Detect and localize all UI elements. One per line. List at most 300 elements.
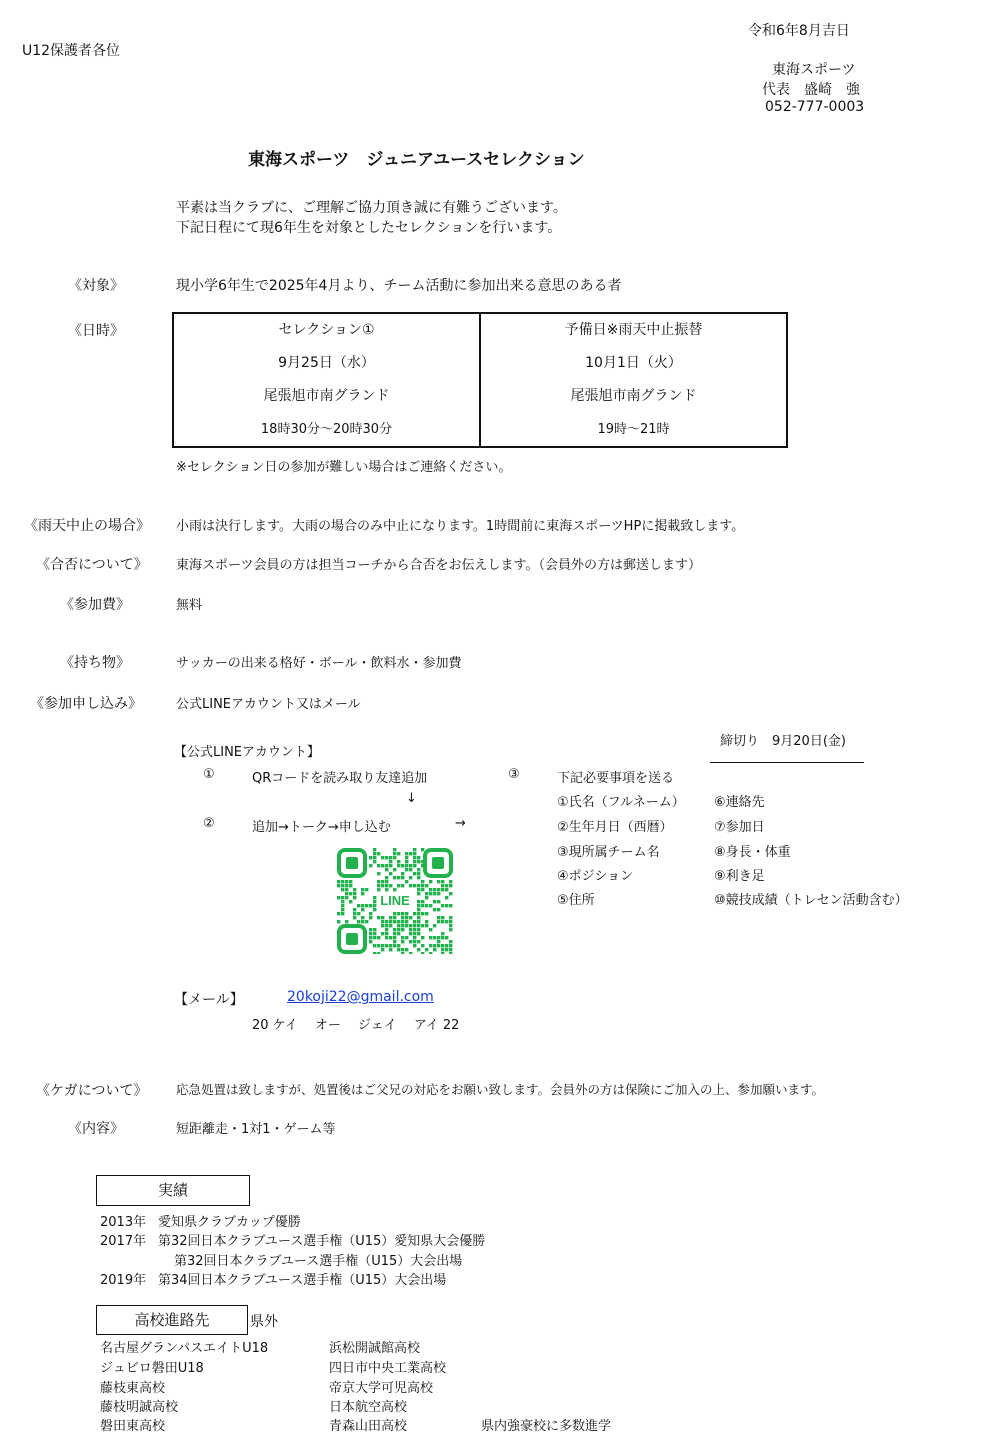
qr-module [433, 900, 436, 903]
qr-module [341, 888, 344, 891]
qr-module [409, 932, 412, 935]
qr-module [381, 932, 384, 935]
qr-module [413, 936, 416, 939]
qr-module [441, 916, 444, 919]
representative: 代表 盛崎 強 [762, 82, 860, 98]
qr-module [417, 860, 420, 863]
qr-module [433, 908, 436, 911]
qr-module [429, 944, 432, 947]
school-item: 名古屋グランパスエイトU18 [100, 1341, 269, 1356]
qr-module [417, 916, 420, 919]
qr-module [417, 948, 420, 951]
qr-module [349, 884, 352, 887]
qr-module [357, 920, 360, 923]
qr-module [377, 916, 380, 919]
qr-module [449, 952, 452, 954]
achievement-text: 愛知県クラブカップ優勝 [158, 1215, 301, 1230]
qr-module [449, 928, 452, 931]
qr-module [441, 904, 444, 907]
org-name: 東海スポーツ [772, 62, 856, 78]
qr-module [377, 884, 380, 887]
qr-module [377, 888, 380, 891]
qr-module [373, 952, 376, 954]
qr-module [449, 880, 452, 883]
qr-module [349, 892, 352, 895]
qr-module [345, 920, 348, 923]
qr-module [429, 880, 432, 883]
qr-module [421, 924, 424, 927]
qr-module [389, 948, 392, 951]
qr-module [353, 908, 356, 911]
qr-module [413, 852, 416, 855]
qr-module [405, 936, 408, 939]
qr-module [417, 928, 420, 931]
qr-module [365, 920, 368, 923]
qr-module [353, 916, 356, 919]
qr-module [353, 892, 356, 895]
required-item: ⑩競技成績（トレセン活動含む） [714, 893, 908, 908]
qr-module [393, 856, 396, 859]
qr-module [449, 884, 452, 887]
qr-module [421, 884, 424, 887]
issue-date: 令和6年8月吉日 [748, 23, 850, 39]
qr-module [397, 932, 400, 935]
qr-module [397, 928, 400, 931]
achievement-year: 2019年 [100, 1273, 147, 1288]
qr-module [421, 904, 424, 907]
schedule-date: 9月25日（水） [278, 355, 375, 371]
qr-module [361, 908, 364, 911]
school-item: 四日市中央工業高校 [329, 1361, 447, 1376]
intro-line-1: 平素は当クラブに、ご理解ご協力頂き誠に有難うございます。 [176, 200, 567, 216]
step-1-text: QRコードを読み取り友達追加 [252, 771, 428, 786]
schedule-date: 10月1日（火） [585, 355, 682, 371]
qr-module [361, 904, 364, 907]
qr-module [445, 920, 448, 923]
belongings-label: 《持ち物》 [60, 655, 130, 671]
qr-module [401, 920, 404, 923]
qr-module [433, 948, 436, 951]
qr-module [449, 948, 452, 951]
qr-module [425, 912, 428, 915]
qr-module [421, 912, 424, 915]
qr-module [409, 884, 412, 887]
qr-module [405, 856, 408, 859]
qr-module [341, 900, 344, 903]
schedule-name: 予備日※雨天中止振替 [564, 322, 703, 338]
injury-text: 応急処置は致しますが、処置後はご父兄の対応をお願い致します。会員外の方は保険にご加入の上、参加願います。 [176, 1082, 825, 1097]
qr-module [393, 916, 396, 919]
qr-module [377, 852, 380, 855]
qr-module [413, 856, 416, 859]
qr-module [433, 924, 436, 927]
qr-module [389, 920, 392, 923]
qr-module [393, 940, 396, 943]
qr-module [409, 868, 412, 871]
school-item: 磐田東高校 [100, 1419, 166, 1434]
mail-address-link[interactable]: 20koji22@gmail.com [287, 989, 434, 1005]
qr-module [417, 872, 420, 875]
qr-module [361, 888, 364, 891]
qr-module [437, 944, 440, 947]
required-item: ④ポジション [557, 869, 634, 884]
qr-module [385, 932, 388, 935]
qr-module [437, 936, 440, 939]
qr-module [393, 912, 396, 915]
required-item: ②生年月日（西暦） [557, 820, 673, 835]
qr-module [425, 884, 428, 887]
qr-module [441, 948, 444, 951]
qr-module [401, 864, 404, 867]
qr-module [413, 912, 416, 915]
mail-heading: 【メール】 [174, 992, 244, 1008]
qr-module [409, 916, 412, 919]
line-heading: 【公式LINEアカウント】 [174, 745, 320, 760]
qr-module [385, 928, 388, 931]
achievement-text: 第32回日本クラブユース選手権（U15）愛知県大会優勝 [158, 1234, 486, 1249]
finder-pattern [425, 850, 451, 876]
qr-module [369, 936, 372, 939]
qr-module [373, 908, 376, 911]
qr-module [401, 928, 404, 931]
qr-module [421, 944, 424, 947]
qr-module [417, 900, 420, 903]
qr-module [449, 920, 452, 923]
qr-module [389, 916, 392, 919]
qr-module [385, 936, 388, 939]
qr-module [397, 924, 400, 927]
required-item: ①氏名（フルネーム） [557, 795, 685, 810]
qr-module [385, 884, 388, 887]
belongings-text: サッカーの出来る格好・ボール・飲料水・参加費 [176, 656, 462, 671]
qr-module [381, 884, 384, 887]
qr-module [429, 928, 432, 931]
schools-suffix: 県外 [250, 1314, 278, 1330]
mail-reading: 20 ケイ オー ジェイ アイ 22 [252, 1018, 460, 1033]
achievement-text: 第32回日本クラブユース選手権（U15）大会出場 [174, 1254, 463, 1269]
qr-module [373, 848, 376, 851]
qr-module [441, 944, 444, 947]
qr-module [361, 916, 364, 919]
qr-module [397, 912, 400, 915]
qr-module [409, 952, 412, 954]
qr-module [405, 860, 408, 863]
qr-module [353, 896, 356, 899]
qr-module [349, 900, 352, 903]
step-2-text: 追加→トーク→申し込む [252, 820, 391, 835]
schools-note: 県内強豪校に多数進学 [481, 1419, 612, 1434]
qr-module [449, 916, 452, 919]
qr-module [397, 864, 400, 867]
qr-module [417, 924, 420, 927]
qr-module [341, 904, 344, 907]
qr-module [353, 912, 356, 915]
qr-module [413, 872, 416, 875]
qr-module [425, 948, 428, 951]
achievement-text: 第34回日本クラブユース選手権（U15）大会出場 [158, 1273, 447, 1288]
qr-module [429, 892, 432, 895]
qr-module [397, 860, 400, 863]
qr-module [345, 896, 348, 899]
qr-module [393, 928, 396, 931]
qr-module [345, 884, 348, 887]
qr-module [441, 884, 444, 887]
qr-module [409, 852, 412, 855]
qr-module [369, 912, 372, 915]
qr-module [437, 880, 440, 883]
qr-module [409, 876, 412, 879]
qr-module [449, 944, 452, 947]
content-label: 《内容》 [68, 1121, 124, 1137]
qr-module [441, 888, 444, 891]
required-item: ⑥連絡先 [714, 795, 765, 810]
qr-module [397, 884, 400, 887]
qr-module [385, 876, 388, 879]
required-item: ⑤住所 [557, 893, 595, 908]
qr-module [393, 920, 396, 923]
qr-module [445, 936, 448, 939]
qr-module [421, 888, 424, 891]
line-qr-code[interactable] [337, 848, 453, 954]
qr-module [421, 900, 424, 903]
qr-module [441, 920, 444, 923]
qr-module [421, 880, 424, 883]
finder-pattern [339, 850, 365, 876]
qr-module [389, 864, 392, 867]
school-item: 日本航空高校 [329, 1400, 408, 1415]
qr-module [429, 952, 432, 954]
qr-module [425, 920, 428, 923]
qr-module [413, 920, 416, 923]
qr-module [409, 940, 412, 943]
qr-module [337, 912, 340, 915]
schedule-place: 尾張旭市南グランド [263, 388, 390, 404]
qr-module [373, 896, 376, 899]
qr-module [413, 860, 416, 863]
step-1-number: ① [203, 767, 215, 782]
qr-module [361, 920, 364, 923]
qr-module [389, 924, 392, 927]
required-item: ⑨利き足 [714, 869, 765, 884]
qr-module [381, 856, 384, 859]
qr-module [377, 872, 380, 875]
qr-module [429, 888, 432, 891]
deadline-underline [710, 762, 864, 763]
qr-module [437, 920, 440, 923]
required-item: ⑦参加日 [714, 820, 765, 835]
qr-module [385, 924, 388, 927]
qr-module [393, 888, 396, 891]
qr-module [413, 940, 416, 943]
achievement-year: 2017年 [100, 1234, 147, 1249]
phone-number: 052-777-0003 [765, 99, 865, 115]
schedule-time: 18時30分～20時30分 [260, 422, 393, 437]
qr-module [389, 884, 392, 887]
schedule-column-reserve [480, 313, 787, 447]
qr-module [389, 936, 392, 939]
qr-module [433, 936, 436, 939]
qr-module [433, 944, 436, 947]
fee-text: 無料 [176, 598, 203, 613]
qr-module [441, 932, 444, 935]
qr-module [429, 936, 432, 939]
qr-module [401, 940, 404, 943]
qr-module [413, 932, 416, 935]
qr-module [445, 944, 448, 947]
qr-module [373, 932, 376, 935]
qr-module [417, 856, 420, 859]
qr-module [389, 944, 392, 947]
qr-module [393, 944, 396, 947]
qr-module [445, 948, 448, 951]
qr-module [433, 892, 436, 895]
qr-module [365, 904, 368, 907]
qr-module [341, 896, 344, 899]
qr-module [437, 940, 440, 943]
qr-module [377, 936, 380, 939]
target-label: 《対象》 [68, 278, 124, 294]
qr-module [405, 868, 408, 871]
qr-module [425, 924, 428, 927]
qr-module [449, 904, 452, 907]
achievement-year: 2013年 [100, 1215, 147, 1230]
qr-module [425, 904, 428, 907]
qr-module [397, 876, 400, 879]
qr-module [417, 892, 420, 895]
qr-module [369, 916, 372, 919]
result-text: 東海スポーツ会員の方は担当コーチから合否をお伝えします。（会員外の方は郵送します） [176, 558, 701, 573]
schedule-note: ※セレクション日の参加が難しい場合はご連絡ください。 [176, 460, 512, 475]
qr-module [373, 904, 376, 907]
finder-pattern [339, 926, 365, 952]
qr-module [449, 892, 452, 895]
schedule-name: セレクション① [278, 322, 375, 338]
qr-module [381, 924, 384, 927]
qr-module [337, 880, 340, 883]
qr-module [393, 932, 396, 935]
qr-module [425, 896, 428, 899]
qr-module [425, 892, 428, 895]
qr-module [433, 888, 436, 891]
qr-module [405, 924, 408, 927]
qr-module [353, 888, 356, 891]
qr-module [417, 908, 420, 911]
qr-module [421, 848, 424, 851]
qr-module [397, 920, 400, 923]
addressee: U12保護者各位 [22, 43, 121, 59]
schedule-table [172, 312, 788, 448]
qr-module [373, 944, 376, 947]
qr-module [405, 864, 408, 867]
school-item: 帝京大学可児高校 [329, 1381, 434, 1396]
step-3-number: ③ [508, 767, 520, 782]
schedule-column-selection [173, 313, 480, 447]
qr-module [377, 944, 380, 947]
qr-module [437, 892, 440, 895]
qr-module [385, 944, 388, 947]
qr-module [385, 920, 388, 923]
qr-module [401, 936, 404, 939]
qr-module [385, 868, 388, 871]
qr-module [369, 932, 372, 935]
qr-module [445, 884, 448, 887]
qr-module [405, 880, 408, 883]
qr-module [441, 936, 444, 939]
qr-module [449, 924, 452, 927]
qr-module [373, 928, 376, 931]
qr-module [373, 852, 376, 855]
qr-module [417, 920, 420, 923]
qr-module [393, 848, 396, 851]
qr-module [381, 864, 384, 867]
qr-module [389, 872, 392, 875]
qr-module [405, 920, 408, 923]
qr-module [377, 864, 380, 867]
deadline: 締切り 9月20日(金) [720, 734, 846, 749]
qr-module [397, 852, 400, 855]
qr-module [337, 884, 340, 887]
required-item: ③現所属チーム名 [557, 845, 660, 860]
qr-module [421, 936, 424, 939]
page-title: 東海スポーツ ジュニアユースセレクション [248, 150, 585, 170]
qr-module [437, 908, 440, 911]
down-arrow: ↓ [406, 791, 417, 806]
school-item: 青森山田高校 [329, 1419, 408, 1434]
qr-module [445, 896, 448, 899]
qr-module [413, 924, 416, 927]
qr-module [445, 888, 448, 891]
injury-label: 《ケガについて》 [36, 1083, 148, 1099]
qr-module [401, 952, 404, 954]
qr-module [341, 912, 344, 915]
qr-module [413, 928, 416, 931]
qr-module [417, 904, 420, 907]
qr-module [357, 904, 360, 907]
qr-module [417, 888, 420, 891]
qr-module [337, 896, 340, 899]
school-item: 浜松開誠館高校 [329, 1341, 421, 1356]
schools-heading: 高校進路先 [96, 1305, 248, 1335]
qr-module [373, 936, 376, 939]
qr-module [417, 940, 420, 943]
qr-module [393, 876, 396, 879]
apply-text: 公式LINEアカウント又はメール [176, 697, 361, 712]
schedule-label: 《日時》 [68, 323, 124, 339]
right-arrow: → [455, 816, 466, 831]
qr-module [401, 872, 404, 875]
qr-module [381, 916, 384, 919]
qr-module [417, 884, 420, 887]
qr-module [369, 904, 372, 907]
qr-module [381, 948, 384, 951]
schedule-time: 19時～21時 [597, 422, 670, 437]
qr-module [393, 852, 396, 855]
qr-module [345, 888, 348, 891]
qr-module [373, 900, 376, 903]
qr-module [393, 936, 396, 939]
target-text: 現小学6年生で2025年4月より、チーム活動に参加出来る意思のある者 [176, 278, 622, 294]
required-item: ⑧身長・体重 [714, 845, 791, 860]
qr-module [345, 892, 348, 895]
qr-module [437, 916, 440, 919]
qr-module [385, 856, 388, 859]
qr-module [377, 952, 380, 954]
qr-module [373, 860, 376, 863]
qr-module [365, 888, 368, 891]
qr-module [397, 948, 400, 951]
qr-module [405, 912, 408, 915]
rain-text: 小雨は決行します。大雨の場合のみ中止になります。1時間前に東海スポーツHPに掲載致します。 [176, 519, 745, 534]
